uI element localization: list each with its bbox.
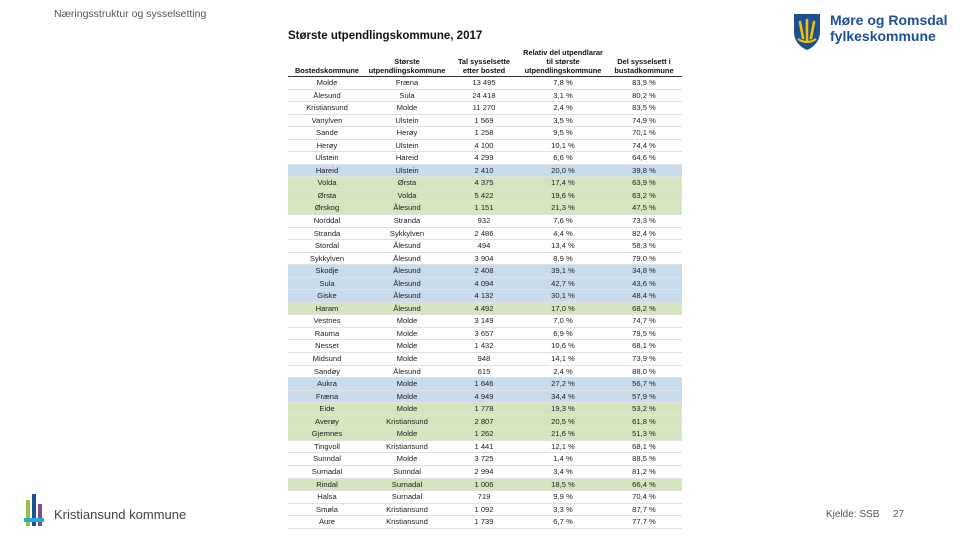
cell-residence: Sula <box>288 277 366 290</box>
cell-largest-commute: Molde <box>366 378 448 391</box>
cell-residence: Aure <box>288 516 366 529</box>
brand-text <box>830 12 947 44</box>
cell-residence: Averøy <box>288 415 366 428</box>
cell-employed: 2 807 <box>448 415 520 428</box>
cell-largest-commute: Sula <box>366 89 448 102</box>
cell-employed: 5 422 <box>448 189 520 202</box>
cell-home-share: 70,1 % <box>606 127 682 140</box>
cell-home-share: 77,7 % <box>606 516 682 529</box>
cell-relative-share: 34,4 % <box>520 390 606 403</box>
table-row <box>288 227 682 240</box>
cell-employed: 4 299 <box>448 152 520 165</box>
table-row <box>288 139 682 152</box>
kristiansund-logo-icon <box>24 494 44 528</box>
cell-residence: Tingvoll <box>288 440 366 453</box>
cell-largest-commute: Ålesund <box>366 240 448 253</box>
cell-relative-share: 17,4 % <box>520 177 606 190</box>
cell-residence: Volda <box>288 177 366 190</box>
cell-employed: 3 657 <box>448 327 520 340</box>
brand-line-2: fylkeskommune <box>830 28 936 44</box>
coat-of-arms-icon <box>792 12 822 52</box>
cell-residence: Eide <box>288 403 366 416</box>
table-row <box>288 89 682 102</box>
cell-residence: Giske <box>288 290 366 303</box>
cell-residence: Sande <box>288 127 366 140</box>
cell-relative-share: 2,4 % <box>520 102 606 115</box>
cell-home-share: 81,2 % <box>606 465 682 478</box>
cell-residence: Rindal <box>288 478 366 491</box>
cell-employed: 2 994 <box>448 465 520 478</box>
cell-relative-share: 10,6 % <box>520 340 606 353</box>
cell-relative-share: 17,0 % <box>520 302 606 315</box>
cell-largest-commute: Ålesund <box>366 252 448 265</box>
cell-employed: 4 100 <box>448 139 520 152</box>
cell-home-share: 57,9 % <box>606 390 682 403</box>
cell-residence: Rauma <box>288 327 366 340</box>
table-row <box>288 440 682 453</box>
cell-employed: 2 408 <box>448 265 520 278</box>
cell-largest-commute: Molde <box>366 403 448 416</box>
cell-largest-commute: Stranda <box>366 215 448 228</box>
cell-largest-commute: Ålesund <box>366 265 448 278</box>
cell-home-share: 68,2 % <box>606 302 682 315</box>
cell-employed: 4 132 <box>448 290 520 303</box>
footer-source: Kjelde: SSB <box>826 509 880 520</box>
table-row <box>288 403 682 416</box>
cell-home-share: 87,7 % <box>606 503 682 516</box>
cell-relative-share: 3,5 % <box>520 114 606 127</box>
cell-relative-share: 18,5 % <box>520 478 606 491</box>
table-row <box>288 290 682 303</box>
col-header-relative-share: Relativ del utpendlarar til største utpendlingskommune <box>520 48 606 77</box>
cell-home-share: 83,5 % <box>606 102 682 115</box>
cell-largest-commute: Molde <box>366 327 448 340</box>
cell-relative-share: 12,1 % <box>520 440 606 453</box>
table-row <box>288 252 682 265</box>
cell-residence: Sandøy <box>288 365 366 378</box>
cell-employed: 1 569 <box>448 114 520 127</box>
table-row <box>288 353 682 366</box>
cell-residence: Aukra <box>288 378 366 391</box>
table-row <box>288 340 682 353</box>
table-row <box>288 164 682 177</box>
cell-residence: Vanylven <box>288 114 366 127</box>
page-number: 27 <box>893 509 905 520</box>
cell-employed: 948 <box>448 353 520 366</box>
cell-relative-share: 3,4 % <box>520 465 606 478</box>
cell-employed: 2 410 <box>448 164 520 177</box>
cell-residence: Ørskog <box>288 202 366 215</box>
cell-employed: 1 739 <box>448 516 520 529</box>
cell-largest-commute: Ørsta <box>366 177 448 190</box>
cell-relative-share: 7,0 % <box>520 315 606 328</box>
cell-relative-share: 6,7 % <box>520 516 606 529</box>
cell-home-share: 70,4 % <box>606 491 682 504</box>
col-header-largest-commute: Største utpendlingskommune <box>366 48 448 77</box>
commute-table <box>288 48 682 529</box>
cell-home-share: 47,5 % <box>606 202 682 215</box>
cell-home-share: 61,8 % <box>606 415 682 428</box>
cell-largest-commute: Fræna <box>366 77 448 90</box>
cell-relative-share: 14,1 % <box>520 353 606 366</box>
table-row <box>288 202 682 215</box>
cell-home-share: 63,2 % <box>606 189 682 202</box>
cell-relative-share: 21,3 % <box>520 202 606 215</box>
table-row <box>288 453 682 466</box>
cell-relative-share: 42,7 % <box>520 277 606 290</box>
cell-employed: 494 <box>448 240 520 253</box>
cell-employed: 1 006 <box>448 478 520 491</box>
cell-employed: 4 375 <box>448 177 520 190</box>
commute-table-panel <box>288 30 682 529</box>
cell-employed: 1 262 <box>448 428 520 441</box>
cell-relative-share: 20,0 % <box>520 164 606 177</box>
col-header-residence: Bostedskommune <box>288 48 366 77</box>
cell-employed: 1 441 <box>448 440 520 453</box>
table-row <box>288 127 682 140</box>
cell-largest-commute: Hareid <box>366 152 448 165</box>
cell-relative-share: 21,6 % <box>520 428 606 441</box>
cell-home-share: 51,3 % <box>606 428 682 441</box>
table-row <box>288 189 682 202</box>
cell-residence: Ålesund <box>288 89 366 102</box>
cell-largest-commute: Molde <box>366 453 448 466</box>
table-row <box>288 315 682 328</box>
cell-employed: 24 418 <box>448 89 520 102</box>
cell-relative-share: 9,9 % <box>520 491 606 504</box>
cell-home-share: 80,2 % <box>606 89 682 102</box>
table-row <box>288 415 682 428</box>
cell-home-share: 74,7 % <box>606 315 682 328</box>
brand-line-1: Møre og Romsdal <box>830 12 948 28</box>
cell-largest-commute: Ålesund <box>366 302 448 315</box>
cell-home-share: 73,9 % <box>606 353 682 366</box>
cell-residence: Smøla <box>288 503 366 516</box>
table-row <box>288 240 682 253</box>
cell-relative-share: 7,6 % <box>520 215 606 228</box>
cell-residence: Midsund <box>288 353 366 366</box>
table-row <box>288 516 682 529</box>
cell-largest-commute: Ålesund <box>366 290 448 303</box>
cell-home-share: 56,7 % <box>606 378 682 391</box>
cell-employed: 615 <box>448 365 520 378</box>
cell-largest-commute: Ulstein <box>366 164 448 177</box>
cell-home-share: 63,9 % <box>606 177 682 190</box>
cell-residence: Fræna <box>288 390 366 403</box>
cell-residence: Hareid <box>288 164 366 177</box>
cell-largest-commute: Ulstein <box>366 139 448 152</box>
cell-residence: Gjemnes <box>288 428 366 441</box>
table-title: Største utpendlingskommune, 2017 <box>288 30 483 42</box>
cell-home-share: 68,1 % <box>606 440 682 453</box>
cell-largest-commute: Molde <box>366 353 448 366</box>
table-row <box>288 465 682 478</box>
cell-largest-commute: Kristiansund <box>366 415 448 428</box>
cell-home-share: 83,9 % <box>606 77 682 90</box>
cell-relative-share: 2,4 % <box>520 365 606 378</box>
table-row <box>288 177 682 190</box>
cell-home-share: 79,0 % <box>606 252 682 265</box>
cell-relative-share: 3,3 % <box>520 503 606 516</box>
cell-relative-share: 4,4 % <box>520 227 606 240</box>
cell-employed: 3 904 <box>448 252 520 265</box>
cell-largest-commute: Ulstein <box>366 114 448 127</box>
cell-relative-share: 3,1 % <box>520 89 606 102</box>
cell-largest-commute: Molde <box>366 340 448 353</box>
cell-relative-share: 9,5 % <box>520 127 606 140</box>
cell-home-share: 74,9 % <box>606 114 682 127</box>
cell-relative-share: 30,1 % <box>520 290 606 303</box>
cell-largest-commute: Molde <box>366 390 448 403</box>
cell-residence: Surnadal <box>288 465 366 478</box>
brand-logo <box>792 12 947 52</box>
table-row <box>288 152 682 165</box>
cell-home-share: 58,3 % <box>606 240 682 253</box>
cell-relative-share: 6,9 % <box>520 327 606 340</box>
cell-employed: 3 725 <box>448 453 520 466</box>
table-row <box>288 114 682 127</box>
cell-largest-commute: Volda <box>366 189 448 202</box>
cell-residence: Haram <box>288 302 366 315</box>
cell-largest-commute: Ålesund <box>366 202 448 215</box>
cell-employed: 719 <box>448 491 520 504</box>
cell-relative-share: 39,1 % <box>520 265 606 278</box>
cell-home-share: 82,4 % <box>606 227 682 240</box>
cell-home-share: 79,5 % <box>606 327 682 340</box>
cell-employed: 4 094 <box>448 277 520 290</box>
cell-largest-commute: Kristiansund <box>366 503 448 516</box>
col-header-employed: Tal sysselsette etter bosted <box>448 48 520 77</box>
cell-residence: Norddal <box>288 215 366 228</box>
table-row <box>288 428 682 441</box>
table-row <box>288 327 682 340</box>
cell-employed: 1 258 <box>448 127 520 140</box>
cell-largest-commute: Surnadal <box>366 478 448 491</box>
table-row <box>288 491 682 504</box>
table-row <box>288 277 682 290</box>
cell-residence: Ulstein <box>288 152 366 165</box>
cell-relative-share: 19,3 % <box>520 403 606 416</box>
table-row <box>288 390 682 403</box>
table-row <box>288 503 682 516</box>
footer-municipality: Kristiansund kommune <box>54 507 187 522</box>
cell-relative-share: 8,9 % <box>520 252 606 265</box>
cell-employed: 1 646 <box>448 378 520 391</box>
cell-employed: 1 092 <box>448 503 520 516</box>
cell-home-share: 73,3 % <box>606 215 682 228</box>
table-row <box>288 215 682 228</box>
cell-home-share: 48,4 % <box>606 290 682 303</box>
cell-home-share: 74,4 % <box>606 139 682 152</box>
cell-residence: Stranda <box>288 227 366 240</box>
cell-residence: Molde <box>288 77 366 90</box>
cell-largest-commute: Ålesund <box>366 365 448 378</box>
cell-home-share: 34,8 % <box>606 265 682 278</box>
cell-home-share: 88,5 % <box>606 453 682 466</box>
cell-relative-share: 7,8 % <box>520 77 606 90</box>
cell-largest-commute: Sunndal <box>366 465 448 478</box>
table-row <box>288 77 682 90</box>
cell-largest-commute: Molde <box>366 102 448 115</box>
cell-residence: Skodje <box>288 265 366 278</box>
cell-home-share: 64,6 % <box>606 152 682 165</box>
cell-home-share: 68,1 % <box>606 340 682 353</box>
cell-employed: 11 270 <box>448 102 520 115</box>
cell-employed: 2 486 <box>448 227 520 240</box>
cell-employed: 4 492 <box>448 302 520 315</box>
cell-residence: Halsa <box>288 491 366 504</box>
cell-employed: 4 949 <box>448 390 520 403</box>
cell-largest-commute: Kristiansund <box>366 440 448 453</box>
cell-residence: Sykkylven <box>288 252 366 265</box>
cell-home-share: 39,8 % <box>606 164 682 177</box>
breadcrumb: Næringsstruktur og sysselsetting <box>54 8 207 20</box>
cell-relative-share: 6,6 % <box>520 152 606 165</box>
col-header-home-share: Del sysselsett i bustadkommune <box>606 48 682 77</box>
table-row <box>288 102 682 115</box>
table-row <box>288 302 682 315</box>
cell-home-share: 88,0 % <box>606 365 682 378</box>
table-row <box>288 265 682 278</box>
cell-relative-share: 1,4 % <box>520 453 606 466</box>
cell-employed: 13 495 <box>448 77 520 90</box>
cell-employed: 1 151 <box>448 202 520 215</box>
cell-relative-share: 10,1 % <box>520 139 606 152</box>
cell-residence: Stordal <box>288 240 366 253</box>
cell-relative-share: 19,6 % <box>520 189 606 202</box>
cell-home-share: 43,6 % <box>606 277 682 290</box>
cell-largest-commute: Molde <box>366 315 448 328</box>
cell-largest-commute: Herøy <box>366 127 448 140</box>
cell-relative-share: 27,2 % <box>520 378 606 391</box>
cell-employed: 932 <box>448 215 520 228</box>
cell-largest-commute: Sykkylven <box>366 227 448 240</box>
cell-relative-share: 20,5 % <box>520 415 606 428</box>
cell-largest-commute: Molde <box>366 428 448 441</box>
cell-largest-commute: Surnadal <box>366 491 448 504</box>
cell-largest-commute: Ålesund <box>366 277 448 290</box>
cell-residence: Kristiansund <box>288 102 366 115</box>
table-body <box>288 77 682 529</box>
cell-home-share: 53,2 % <box>606 403 682 416</box>
cell-residence: Ørsta <box>288 189 366 202</box>
table-row <box>288 478 682 491</box>
cell-residence: Sunndal <box>288 453 366 466</box>
cell-employed: 1 432 <box>448 340 520 353</box>
cell-employed: 3 149 <box>448 315 520 328</box>
table-row <box>288 378 682 391</box>
cell-residence: Herøy <box>288 139 366 152</box>
cell-employed: 1 778 <box>448 403 520 416</box>
cell-largest-commute: Kristiansund <box>366 516 448 529</box>
cell-relative-share: 13,4 % <box>520 240 606 253</box>
cell-home-share: 66,4 % <box>606 478 682 491</box>
cell-residence: Vestnes <box>288 315 366 328</box>
table-header-row <box>288 48 682 77</box>
cell-residence: Nesset <box>288 340 366 353</box>
table-row <box>288 365 682 378</box>
